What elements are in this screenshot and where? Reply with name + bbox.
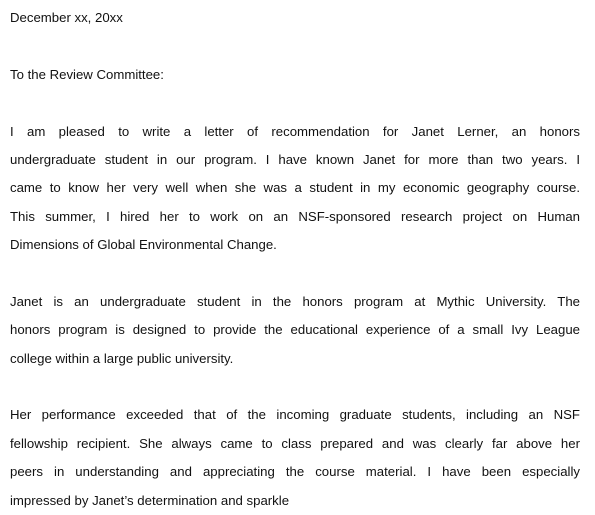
salutation: To the Review Committee: <box>10 66 164 82</box>
paragraph-1 <box>10 118 580 260</box>
paragraph-line: Janet is an undergraduate student in the honors program at Mythic University. The <box>10 293 580 309</box>
paragraph-line: I am pleased to write a letter of recommendation for Janet Lerner, an honors <box>10 123 580 139</box>
blank-line <box>10 89 580 117</box>
blank-line <box>10 373 580 401</box>
paragraph-line: This summer, I hired her to work on an NSF-sponsored research project on Human <box>10 208 580 224</box>
letter-date: December xx, 20xx <box>10 10 123 25</box>
blank-line <box>10 260 580 288</box>
paragraph-line: college within a large public university. <box>10 350 234 366</box>
paragraph-line: fellowship recipient. She always came to class prepared and was clearly far above her <box>10 435 580 451</box>
paragraph-line: impressed by Janet’s determination and sparkle <box>10 492 290 508</box>
paragraph-line: undergraduate student in our program. I have known Janet for more than two years. I <box>10 151 580 167</box>
paragraph-3 <box>10 401 580 515</box>
paragraph-line: Dimensions of Global Environmental Change. <box>10 237 277 253</box>
paragraph-line: Her performance exceeded that of the incoming graduate students, including an NSF <box>10 407 580 423</box>
paragraph-2 <box>10 288 580 373</box>
paragraph-line: peers in understanding and appreciating the course material. I have been especially <box>10 464 580 480</box>
paragraph-line: honors program is designed to provide the educational experience of a small Ivy League <box>10 322 580 338</box>
letter-document <box>10 0 580 515</box>
blank-line <box>10 32 580 60</box>
paragraph-line: came to know her very well when she was a student in my economic geography course. <box>10 180 580 196</box>
